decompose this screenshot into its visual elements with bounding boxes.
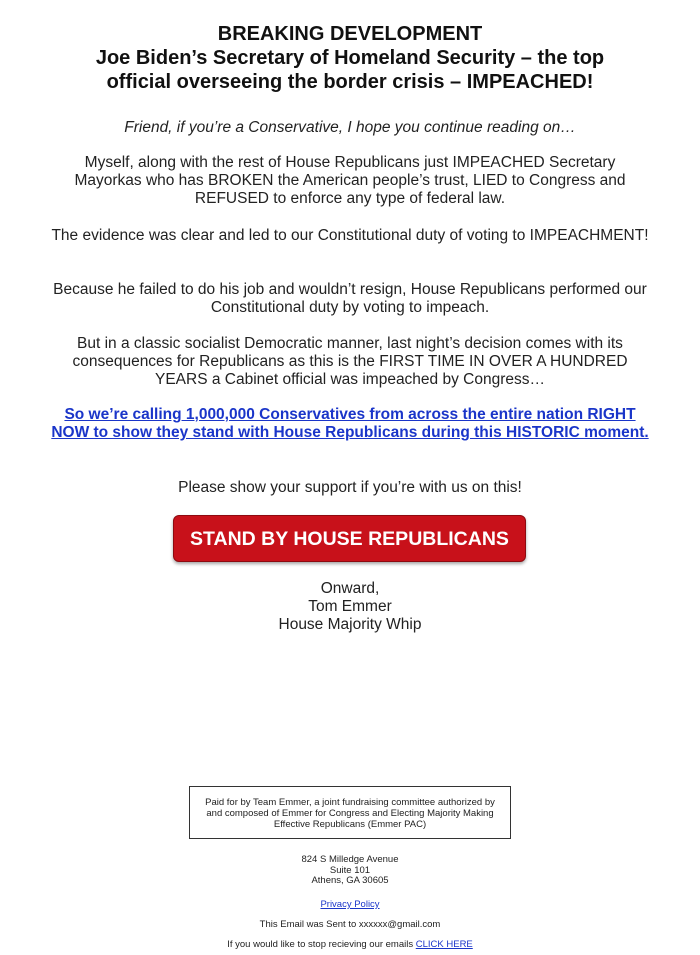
paragraph-3: Because he failed to do his job and wouldn’t resign, House Republicans performed our Constitutional duty by voting to impeach. bbox=[53, 281, 647, 316]
headline-line-2: Joe Biden’s Secretary of Homeland Security – the top bbox=[95, 47, 605, 69]
headline-line-3: official overseeing the border crisis – IMPEACHED! bbox=[106, 71, 594, 93]
signoff-title: House Majority Whip bbox=[278, 616, 422, 633]
paragraph-1: Myself, along with the rest of House Republicans just IMPEACHED Secretary Mayorkas who has BROKEN the American people’s trust, LIED to Congress and REFUSED to enforce any type of federal law. bbox=[74, 154, 626, 207]
paragraph-4: But in a classic socialist Democratic manner, last night’s decision comes with its consequences for Republicans as this is the FIRST TIME IN OVER A HUNDRED YEARS a Cabinet official was impeached by Congress… bbox=[72, 335, 628, 388]
unsubscribe-text: If you would like to stop recieving our emails bbox=[227, 939, 416, 950]
unsubscribe-row bbox=[150, 939, 550, 950]
sent-to-text: This Email was Sent to xxxxxx@gmail.com bbox=[259, 919, 441, 930]
headline bbox=[50, 22, 650, 94]
call-to-action-paragraph bbox=[50, 406, 650, 442]
call-to-action-link[interactable]: So we’re calling 1,000,000 Conservatives from across the entire nation RIGHT NOW to show they stand with House Republicans during this HISTORIC moment. bbox=[51, 406, 649, 441]
headline-line-1: BREAKING DEVELOPMENT bbox=[217, 23, 483, 45]
support-text: Please show your support if you’re with us on this! bbox=[178, 479, 522, 496]
paragraph-2: The evidence was clear and led to our Constitutional duty of voting to IMPEACHMENT! bbox=[51, 227, 649, 244]
signoff-name: Tom Emmer bbox=[308, 598, 392, 615]
signoff bbox=[200, 580, 500, 634]
mailing-address bbox=[250, 855, 450, 887]
stand-by-house-republicans-button[interactable]: STAND BY HOUSE REPUBLICANS bbox=[173, 515, 526, 562]
paid-for-disclaimer: Paid for by Team Emmer, a joint fundraising committee authorized by and composed of Emmer for Congress and Electing Majority Making Effective Republicans (Emmer PAC) bbox=[189, 786, 511, 839]
intro-text: Friend, if you’re a Conservative, I hope you continue reading on… bbox=[124, 119, 576, 136]
address-line-2: Suite 101 bbox=[329, 864, 371, 876]
address-line-1: 824 S Milledge Avenue bbox=[301, 854, 399, 865]
signoff-closing: Onward, bbox=[320, 580, 380, 597]
privacy-policy-link[interactable]: Privacy Policy bbox=[320, 899, 380, 910]
address-line-3: Athens, GA 30605 bbox=[311, 875, 389, 886]
unsubscribe-link[interactable]: CLICK HERE bbox=[415, 939, 473, 950]
privacy-policy-row bbox=[250, 899, 450, 910]
